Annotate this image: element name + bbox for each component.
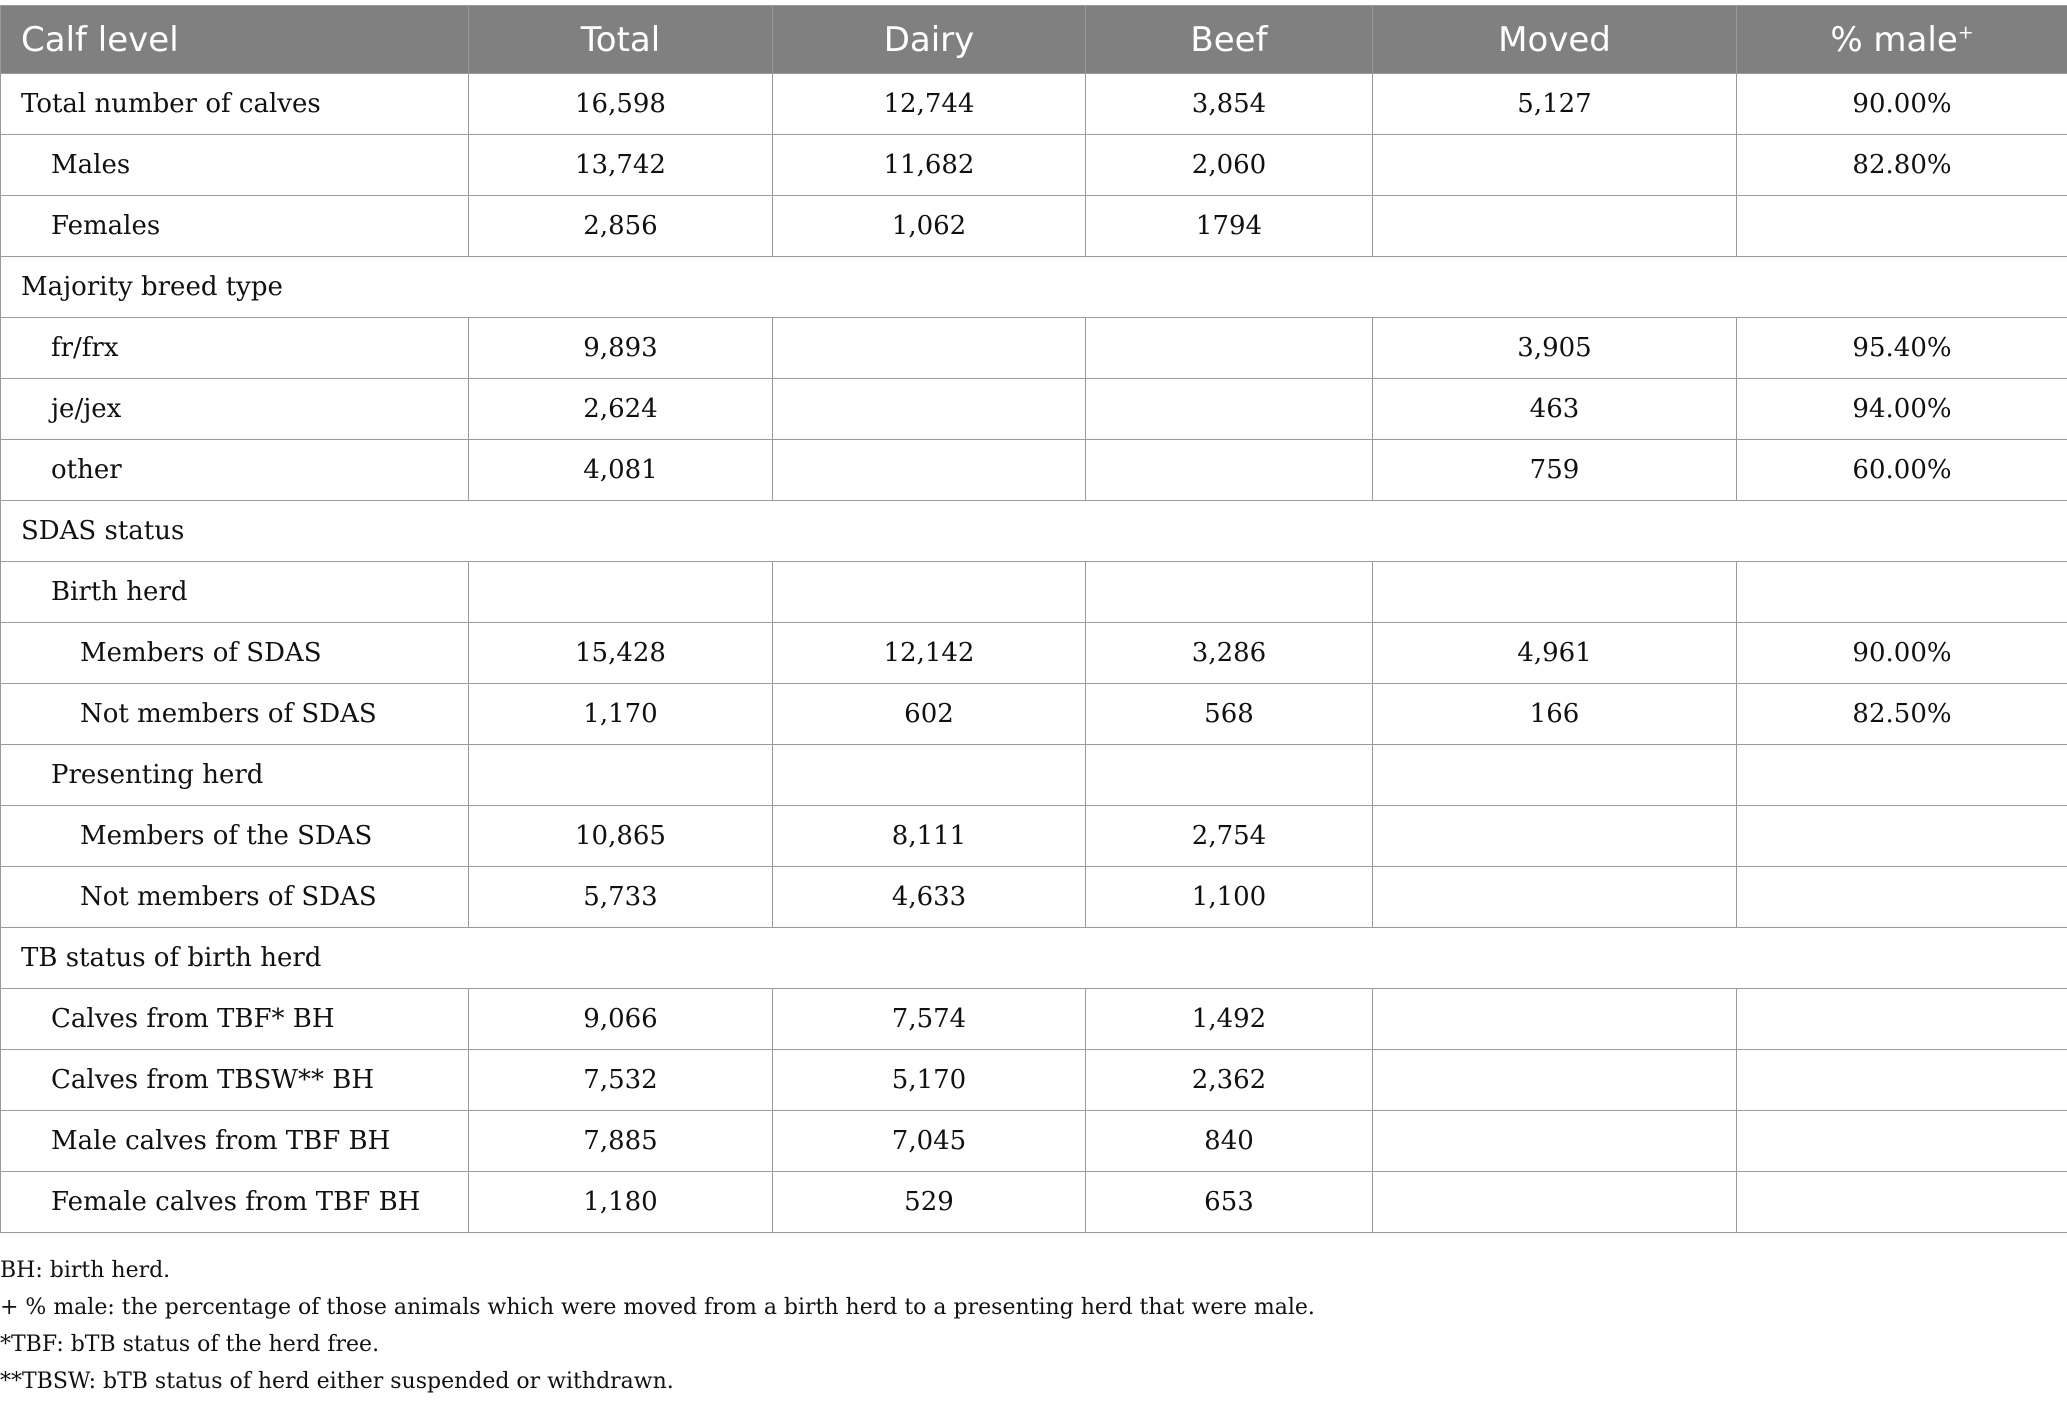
- cell-moved: 5,127: [1373, 74, 1737, 135]
- section-label: Majority breed type: [1, 257, 2067, 318]
- footnote-percent-male: + % male: the percentage of those animals which were moved from a birth herd to a presenting herd that were male.: [0, 1295, 1315, 1320]
- cell-total: [469, 562, 773, 623]
- table-row: [1, 867, 2067, 928]
- cell-dairy: 7,574: [773, 989, 1086, 1050]
- cell-total: 4,081: [469, 440, 773, 501]
- cell-label: Female calves from TBF BH: [1, 1172, 469, 1233]
- cell-total: 10,865: [469, 806, 773, 867]
- header-dairy: Dairy: [773, 6, 1086, 74]
- cell-total: 15,428: [469, 623, 773, 684]
- cell-percent-male: 82.80%: [1737, 135, 2067, 196]
- cell-dairy: 4,633: [773, 867, 1086, 928]
- header-calf-level: Calf level: [1, 6, 469, 74]
- cell-dairy: 11,682: [773, 135, 1086, 196]
- header-beef: Beef: [1086, 6, 1373, 74]
- cell-dairy: [773, 318, 1086, 379]
- cell-moved: [1373, 1172, 1737, 1233]
- cell-dairy: [773, 562, 1086, 623]
- footnote-tbf: *TBF: bTB status of the herd free.: [0, 1332, 380, 1357]
- section-label: TB status of birth herd: [1, 928, 2067, 989]
- cell-total: 16,598: [469, 74, 773, 135]
- cell-beef: 3,286: [1086, 623, 1373, 684]
- table-row: [1, 196, 2067, 257]
- calf-level-table: [0, 5, 2067, 1233]
- cell-total: 2,624: [469, 379, 773, 440]
- cell-beef: 653: [1086, 1172, 1373, 1233]
- cell-beef: 2,362: [1086, 1050, 1373, 1111]
- header-moved: Moved: [1373, 6, 1737, 74]
- cell-beef: [1086, 379, 1373, 440]
- cell-moved: [1373, 806, 1737, 867]
- cell-percent-male: [1737, 745, 2067, 806]
- cell-total: 13,742: [469, 135, 773, 196]
- cell-dairy: 12,744: [773, 74, 1086, 135]
- section-row: [1, 501, 2067, 562]
- section-row: [1, 257, 2067, 318]
- cell-dairy: 5,170: [773, 1050, 1086, 1111]
- cell-percent-male: 94.00%: [1737, 379, 2067, 440]
- cell-percent-male: 82.50%: [1737, 684, 2067, 745]
- cell-moved: [1373, 562, 1737, 623]
- cell-dairy: 8,111: [773, 806, 1086, 867]
- cell-beef: 2,754: [1086, 806, 1373, 867]
- cell-dairy: [773, 745, 1086, 806]
- cell-beef: [1086, 745, 1373, 806]
- cell-moved: 4,961: [1373, 623, 1737, 684]
- cell-beef: 568: [1086, 684, 1373, 745]
- table-row: [1, 684, 2067, 745]
- cell-label: Females: [1, 196, 469, 257]
- cell-label: Calves from TBF* BH: [1, 989, 469, 1050]
- table-row: [1, 1172, 2067, 1233]
- cell-total: 7,532: [469, 1050, 773, 1111]
- cell-moved: [1373, 745, 1737, 806]
- cell-label: Male calves from TBF BH: [1, 1111, 469, 1172]
- table-row: [1, 74, 2067, 135]
- table-row: [1, 379, 2067, 440]
- cell-beef: 2,060: [1086, 135, 1373, 196]
- cell-percent-male: [1737, 1050, 2067, 1111]
- cell-beef: 1,492: [1086, 989, 1373, 1050]
- cell-label: fr/frx: [1, 318, 469, 379]
- table-row: [1, 745, 2067, 806]
- cell-percent-male: [1737, 562, 2067, 623]
- table-footnotes: [0, 1252, 1315, 1400]
- table-body: [1, 74, 2067, 1233]
- table-row: [1, 562, 2067, 623]
- cell-beef: [1086, 440, 1373, 501]
- cell-total: 7,885: [469, 1111, 773, 1172]
- cell-percent-male: [1737, 196, 2067, 257]
- table-row: [1, 318, 2067, 379]
- cell-percent-male: [1737, 989, 2067, 1050]
- table-row: [1, 1050, 2067, 1111]
- cell-moved: 3,905: [1373, 318, 1737, 379]
- cell-label: Birth herd: [1, 562, 469, 623]
- header-percent-male-marker: +: [1957, 21, 1974, 44]
- cell-beef: 3,854: [1086, 74, 1373, 135]
- cell-moved: [1373, 1111, 1737, 1172]
- cell-label: other: [1, 440, 469, 501]
- cell-total: 5,733: [469, 867, 773, 928]
- cell-moved: 759: [1373, 440, 1737, 501]
- cell-total: 1,180: [469, 1172, 773, 1233]
- cell-percent-male: 90.00%: [1737, 623, 2067, 684]
- header-total: Total: [469, 6, 773, 74]
- cell-percent-male: 60.00%: [1737, 440, 2067, 501]
- table-row: [1, 806, 2067, 867]
- footnote-bh: BH: birth herd.: [0, 1258, 171, 1283]
- section-label: SDAS status: [1, 501, 2067, 562]
- table-row: [1, 440, 2067, 501]
- cell-dairy: 12,142: [773, 623, 1086, 684]
- cell-percent-male: [1737, 1172, 2067, 1233]
- cell-moved: 166: [1373, 684, 1737, 745]
- cell-dairy: 7,045: [773, 1111, 1086, 1172]
- header-percent-male: [1737, 6, 2067, 74]
- cell-total: 1,170: [469, 684, 773, 745]
- cell-dairy: [773, 440, 1086, 501]
- table-row: [1, 135, 2067, 196]
- cell-label: je/jex: [1, 379, 469, 440]
- cell-total: [469, 745, 773, 806]
- cell-percent-male: [1737, 806, 2067, 867]
- cell-beef: 1,100: [1086, 867, 1373, 928]
- table-row: [1, 623, 2067, 684]
- cell-beef: [1086, 562, 1373, 623]
- cell-dairy: [773, 379, 1086, 440]
- cell-label: Males: [1, 135, 469, 196]
- cell-percent-male: 90.00%: [1737, 74, 2067, 135]
- section-row: [1, 928, 2067, 989]
- cell-moved: [1373, 196, 1737, 257]
- cell-total: 2,856: [469, 196, 773, 257]
- footnote-tbsw: **TBSW: bTB status of herd either suspended or withdrawn.: [0, 1369, 674, 1394]
- cell-label: Calves from TBSW** BH: [1, 1050, 469, 1111]
- cell-beef: [1086, 318, 1373, 379]
- header-percent-male-label: % male: [1830, 19, 1958, 60]
- cell-dairy: 529: [773, 1172, 1086, 1233]
- cell-label: Total number of calves: [1, 74, 469, 135]
- cell-moved: [1373, 867, 1737, 928]
- cell-label: Members of SDAS: [1, 623, 469, 684]
- table-row: [1, 1111, 2067, 1172]
- cell-beef: 1794: [1086, 196, 1373, 257]
- cell-dairy: 602: [773, 684, 1086, 745]
- cell-percent-male: [1737, 1111, 2067, 1172]
- cell-percent-male: 95.40%: [1737, 318, 2067, 379]
- cell-label: Not members of SDAS: [1, 867, 469, 928]
- cell-total: 9,893: [469, 318, 773, 379]
- header-row: [1, 6, 2067, 74]
- cell-percent-male: [1737, 867, 2067, 928]
- cell-moved: [1373, 989, 1737, 1050]
- cell-moved: [1373, 135, 1737, 196]
- cell-label: Presenting herd: [1, 745, 469, 806]
- cell-total: 9,066: [469, 989, 773, 1050]
- cell-moved: 463: [1373, 379, 1737, 440]
- cell-dairy: 1,062: [773, 196, 1086, 257]
- table-row: [1, 989, 2067, 1050]
- cell-moved: [1373, 1050, 1737, 1111]
- cell-beef: 840: [1086, 1111, 1373, 1172]
- table-header: [1, 6, 2067, 74]
- cell-label: Members of the SDAS: [1, 806, 469, 867]
- cell-label: Not members of SDAS: [1, 684, 469, 745]
